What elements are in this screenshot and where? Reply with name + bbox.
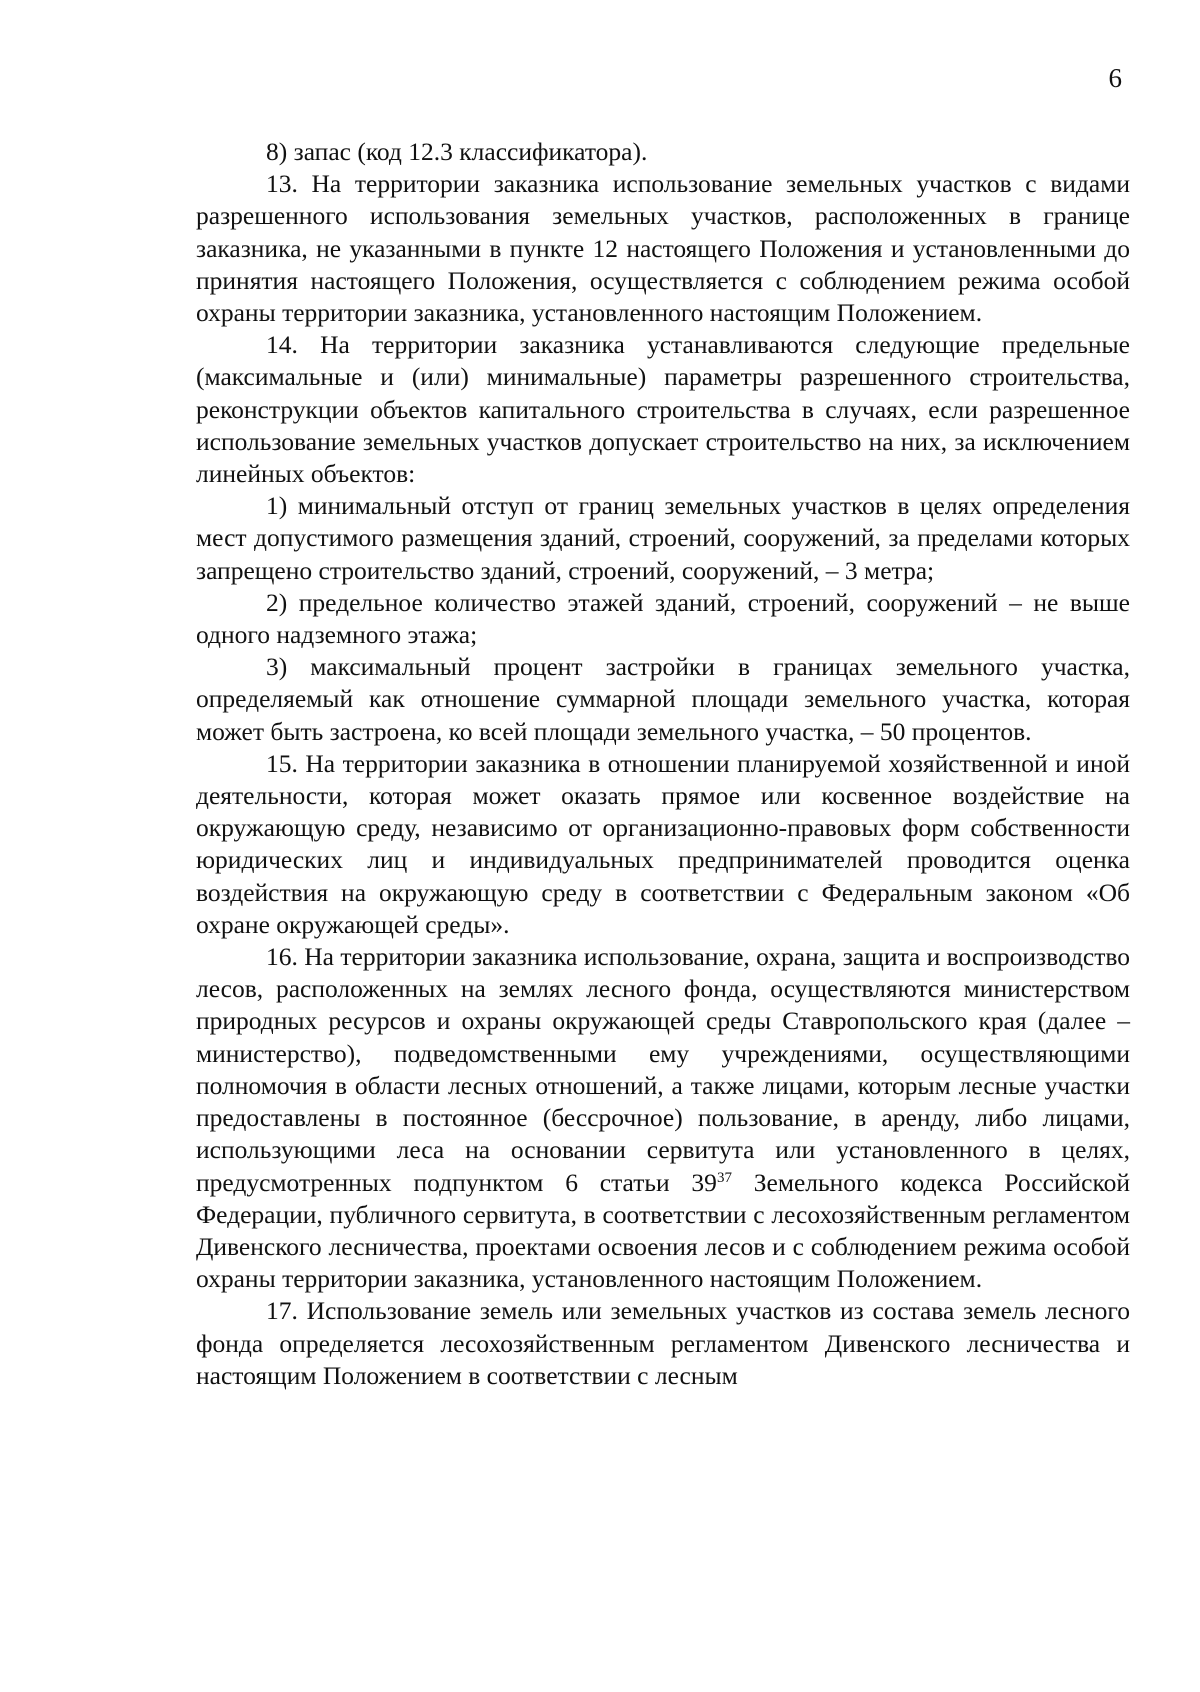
paragraph-14-subitem-1: 1) минимальный отступ от границ земельных участков в целях определения мест допустимого размещения зданий, строений, сооружений, за пределами которых запрещено строительство зданий, строений, сооружений, – 3 метра;: [196, 491, 1130, 585]
paragraph-16-superscript: 37: [716, 1169, 732, 1186]
paragraph-14-subitem-2: 2) предельное количество этажей зданий, строений, сооружений – не выше одного надземного этажа;: [196, 587, 1130, 650]
paragraph-item-8: 8) запас (код 12.3 классификатора).: [266, 137, 648, 166]
paragraph-14-subitem-3: 3) максимальный процент застройки в границах земельного участка, определяемый как отношение суммарной площади земельного участка, которая может быть застроена, ко всей площади земельного участка, – 50 процентов.: [196, 652, 1130, 746]
page-number: 6: [1108, 63, 1122, 93]
paragraph-16-text-before: 16. На территории заказника использование, охрана, защита и воспроизводство лесов, расположенных на землях лесного фонда, осуществляются министерством природных ресурсов и охраны окружающей среды Ставропольского края (далее – министерство), подведомственными ему учреждениями, осуществляющими полномочия в области лесных отношений, а также лицами, которым лесные участки предоставлены в постоянное (бессрочное) пользование, в аренду, либо лицами, использующими леса на основании сервитута или установленного в целях, предусмотренных подпунктом 6 статьи 39: [196, 942, 1131, 1197]
paragraph-13: 13. На территории заказника использование земельных участков с видами разрешенного использования земельных участков, расположенных в границе заказника, не указанными в пункте 12 настоящего Положения и установленными до принятия настоящего Положения, осуществляется с соблюдением режима особой охраны территории заказника, установленного настоящим Положением.: [196, 169, 1130, 328]
paragraph-14: 14. На территории заказника устанавливаются следующие предельные (максимальные и (или) минимальные) параметры разрешенного строительства, реконструкции объектов капитального строительства в случаях, если разрешенное использование земельных участков допускает строительство на них, за исключением линейных объектов:: [196, 330, 1130, 489]
document-body: [196, 136, 1130, 1392]
paragraph-16: [196, 941, 1130, 1295]
paragraph-17: 17. Использование земель или земельных участков из состава земель лесного фонда определяется лесохозяйственным регламентом Дивенского лесничества и настоящим Положением в соответствии с лесным: [196, 1296, 1130, 1390]
paragraph-15: 15. На территории заказника в отношении планируемой хозяйственной и иной деятельности, которая может оказать прямое или косвенное воздействие на окружающую среду, независимо от организационно-правовых форм собственности юридических лиц и индивидуальных предпринимателей проводится оценка воздействия на окружающую среду в соответствии с Федеральным законом «Об охране окружающей среды».: [196, 748, 1130, 939]
paragraph-16-text-after: Земельного кодекса Российской Федерации, публичного сервитута, в соответствии с лесохозяйственным регламентом Дивенского лесничества, проектами освоения лесов и с соблюдением режима особой охраны территории заказника, установленного настоящим Положением.: [196, 1167, 1130, 1294]
